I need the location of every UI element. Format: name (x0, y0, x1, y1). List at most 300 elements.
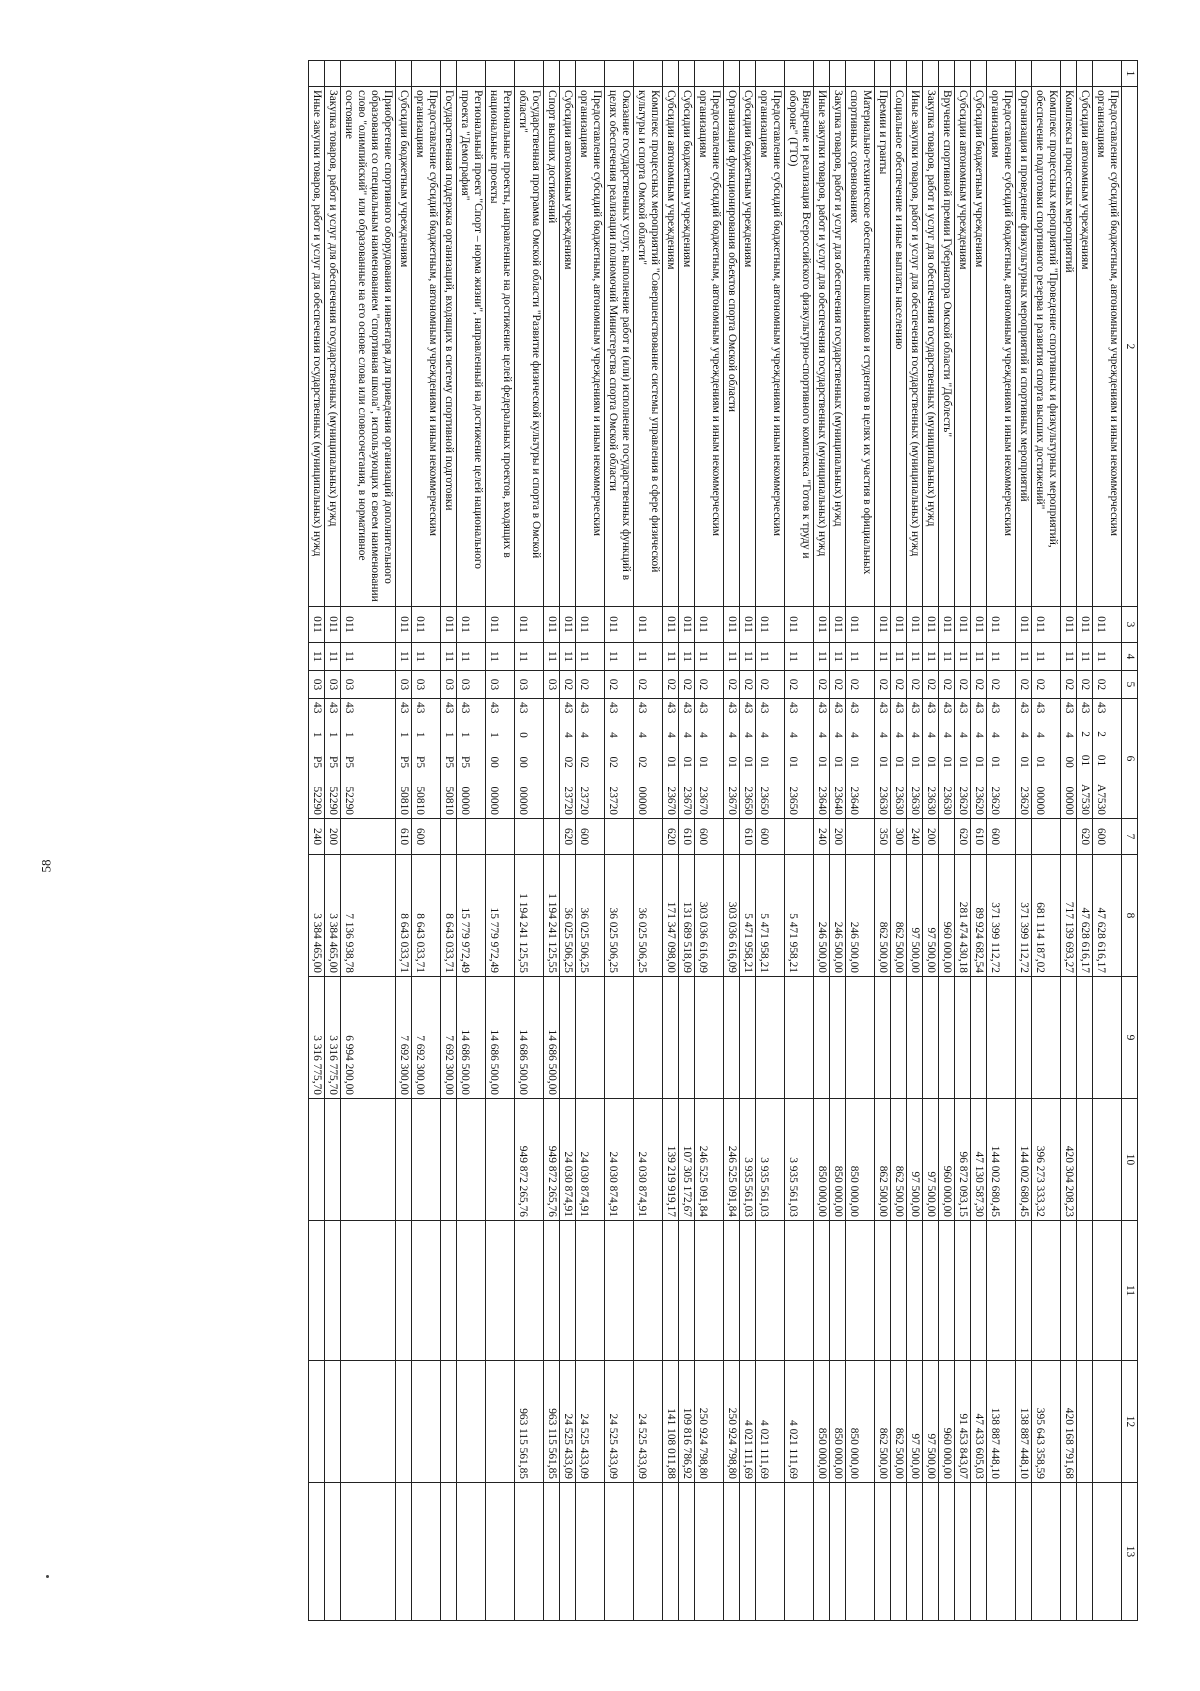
row-num-cell (987, 61, 1016, 87)
ministry-code: 011 (441, 607, 457, 643)
section-code: 11 (515, 643, 544, 671)
row-name: Предоставление субсидий бюджетным, автономным учреждениям и иным некоммерческим организациям (987, 87, 1016, 607)
target-article-cell (971, 699, 987, 819)
amount-col-8: 8 643 033,71 (396, 855, 412, 977)
row-name: Субсидии автономным учреждениям (560, 87, 576, 607)
event-code: 02 (562, 756, 574, 768)
expense-type-code (457, 819, 486, 855)
event-code: P5 (459, 756, 471, 769)
amount-col-9 (846, 977, 875, 1099)
row-num-cell (1016, 61, 1032, 87)
amount-col-11 (939, 1221, 955, 1361)
program-code: 43 (1095, 702, 1107, 714)
row-num-cell (341, 61, 396, 87)
amount-col-12: 850 000,00 (846, 1361, 875, 1483)
amount-col-12 (486, 1361, 515, 1483)
amount-col-13 (679, 1483, 695, 1621)
amount-col-9 (830, 977, 846, 1099)
amount-col-13 (1061, 1483, 1077, 1621)
subsection-code: 03 (396, 671, 412, 699)
row-num-cell (814, 61, 830, 87)
amount-col-13 (325, 1483, 341, 1621)
amount-col-11 (971, 1221, 987, 1361)
expense-type-code (341, 819, 396, 855)
row-name: Спорт высших достижений (544, 87, 560, 607)
target-article-cell (325, 699, 341, 819)
amount-col-12: 4 021 111,69 (756, 1361, 785, 1483)
ministry-code: 011 (1093, 607, 1122, 643)
section-code: 11 (1032, 643, 1061, 671)
amount-col-8: 8 643 033,71 (412, 855, 441, 977)
table-row (891, 61, 907, 1621)
row-name: Региональные проекты, направленные на достижение целей федеральных проектов, входящих в национальные проекты (486, 87, 515, 607)
row-name: Предоставление субсидий бюджетным, автономным учреждениям и иным некоммерческим организациям (1093, 87, 1122, 607)
amount-col-12: 4 021 111,69 (785, 1361, 814, 1483)
event-code: 01 (989, 756, 1001, 768)
subprogram-code: 4 (681, 732, 693, 738)
direction-code: 50810 (414, 786, 426, 815)
amount-col-10: 949 872 265,76 (544, 1099, 560, 1221)
column-header: 8 (1122, 855, 1138, 977)
amount-col-9: 14 686 500,00 (457, 977, 486, 1099)
direction-code: 52290 (327, 786, 339, 815)
amount-col-10: 97 500,00 (907, 1099, 923, 1221)
amount-col-10: 850 000,00 (814, 1099, 830, 1221)
amount-col-8: 36 025 506,25 (605, 855, 634, 977)
amount-col-8: 246 500,00 (846, 855, 875, 977)
amount-col-10: 97 500,00 (923, 1099, 939, 1221)
table-row (457, 61, 486, 1621)
subsection-code: 03 (325, 671, 341, 699)
direction-code: 00000 (488, 786, 500, 815)
amount-col-8: 862 500,00 (891, 855, 907, 977)
expense-type-code: 620 (560, 819, 576, 855)
row-num-cell (309, 61, 325, 87)
subsection-code: 02 (971, 671, 987, 699)
event-code: 01 (726, 756, 738, 768)
amount-col-10: 246 525 091,84 (724, 1099, 740, 1221)
program-code: 43 (414, 702, 426, 714)
amount-col-9 (955, 977, 971, 1099)
amount-col-9 (1032, 977, 1061, 1099)
subsection-code: 02 (560, 671, 576, 699)
amount-col-9 (679, 977, 695, 1099)
amount-col-11 (1061, 1221, 1077, 1361)
event-code: 01 (1018, 756, 1030, 768)
amount-col-11 (923, 1221, 939, 1361)
row-num-cell (785, 61, 814, 87)
target-article-cell (441, 699, 457, 819)
ministry-code: 011 (1032, 607, 1061, 643)
column-header: 11 (1122, 1221, 1138, 1361)
amount-col-9 (1077, 977, 1093, 1099)
direction-code: 23630 (941, 786, 953, 815)
target-article-cell (1077, 699, 1093, 819)
amount-col-8: 1 194 241 125,55 (544, 855, 560, 977)
amount-col-10: 24 030 874,91 (634, 1099, 663, 1221)
subprogram-code: 4 (607, 732, 619, 738)
ministry-code: 011 (341, 607, 396, 643)
ministry-code: 011 (923, 607, 939, 643)
amount-col-9 (987, 977, 1016, 1099)
event-code: 02 (636, 756, 648, 768)
row-name: Субсидии бюджетным учреждениям (971, 87, 987, 607)
amount-col-8: 47 628 616,17 (1077, 855, 1093, 977)
expense-type-code (634, 819, 663, 855)
amount-col-12 (309, 1361, 325, 1483)
amount-col-10 (1093, 1099, 1122, 1221)
row-num-cell (923, 61, 939, 87)
direction-code: 23640 (816, 786, 828, 815)
program-code: 43 (742, 702, 754, 714)
subsection-code: 03 (457, 671, 486, 699)
table-row (663, 61, 679, 1621)
amount-col-8: 131 689 518,09 (679, 855, 695, 977)
target-article-cell (457, 699, 486, 819)
ministry-code: 011 (679, 607, 695, 643)
program-code: 43 (925, 702, 937, 714)
amount-col-9: 3 316 775,70 (309, 977, 325, 1099)
program-code: 43 (941, 702, 953, 714)
subsection-code: 02 (724, 671, 740, 699)
amount-col-8: 246 500,00 (814, 855, 830, 977)
amount-col-12: 24 525 433,09 (634, 1361, 663, 1483)
direction-code: 52290 (311, 786, 323, 815)
subsection-code: 03 (412, 671, 441, 699)
amount-col-10: 420 304 208,23 (1061, 1099, 1077, 1221)
expense-type-code: 600 (412, 819, 441, 855)
amount-col-9 (634, 977, 663, 1099)
amount-col-9 (605, 977, 634, 1099)
amount-col-8: 281 474 430,18 (955, 855, 971, 977)
expense-type-code (441, 819, 457, 855)
subsection-code: 02 (663, 671, 679, 699)
subsection-code: 02 (1032, 671, 1061, 699)
section-code: 11 (846, 643, 875, 671)
amount-col-13 (830, 1483, 846, 1621)
target-article-cell (341, 699, 396, 819)
amount-col-12: 109 816 786,92 (679, 1361, 695, 1483)
subprogram-code: 1 (488, 732, 500, 738)
amount-col-8: 97 500,00 (907, 855, 923, 977)
amount-col-11 (724, 1221, 740, 1361)
table-body (309, 61, 1138, 1621)
amount-col-9: 14 686 500,00 (544, 977, 560, 1099)
section-code: 11 (457, 643, 486, 671)
row-name: Организация функционирования объектов спорта Омской области (724, 87, 740, 607)
amount-col-8: 171 347 098,00 (663, 855, 679, 977)
direction-code: 23650 (742, 786, 754, 815)
row-name: Субсидии автономным учреждениям (955, 87, 971, 607)
subsection-code: 02 (923, 671, 939, 699)
row-name: Приобретение спортивного оборудования и инвентаря для приведения организаций дополнительного образования со специальным наименованием "спортивная школа", использующих в своем наименовании слово "олимпийский" или образованные на его основе слова или словосочетания, в нормативное состояние (341, 87, 396, 607)
direction-code: 23720 (578, 786, 590, 815)
row-name: Субсидии бюджетным учреждениям (396, 87, 412, 607)
amount-col-8: 15 779 972,49 (486, 855, 515, 977)
event-code: 02 (607, 756, 619, 768)
direction-code: 23630 (893, 786, 905, 815)
amount-col-11 (740, 1221, 756, 1361)
amount-col-9 (1016, 977, 1032, 1099)
expense-type-code: 600 (1093, 819, 1122, 855)
direction-code: 50810 (398, 786, 410, 815)
amount-col-10 (457, 1099, 486, 1221)
table-row (955, 61, 971, 1621)
program-code: 43 (973, 702, 985, 714)
amount-col-11 (891, 1221, 907, 1361)
subsection-code: 02 (846, 671, 875, 699)
table-row (1032, 61, 1061, 1621)
table-row (846, 61, 875, 1621)
subprogram-code: 4 (758, 732, 770, 738)
subprogram-code: 1 (459, 731, 471, 738)
table-row (1016, 61, 1032, 1621)
row-name: Вручение спортивной премии Губернатора Омской области "Доблесть" (939, 87, 955, 607)
amount-col-11 (830, 1221, 846, 1361)
expense-type-code: 610 (396, 819, 412, 855)
event-code: 01 (681, 756, 693, 768)
subprogram-code: 2 (1079, 731, 1091, 737)
table-row (325, 61, 341, 1621)
event-code: 01 (1034, 756, 1046, 768)
row-name: Комплекс процессных мероприятий "Проведение спортивных и физкультурных мероприятий, обеспечение подготовки спортивного резерва и развития спорта высших достижений" (1032, 87, 1061, 607)
section-code: 11 (1077, 643, 1093, 671)
amount-col-11 (987, 1221, 1016, 1361)
table-row (987, 61, 1016, 1621)
amount-col-8: 36 025 506,25 (560, 855, 576, 977)
target-article-cell (679, 699, 695, 819)
row-name: Внедрение и реализация Всероссийского физкультурно-спортивного комплекса "Готов к труду и обороне" (ГТО) (785, 87, 814, 607)
section-code: 11 (1061, 643, 1077, 671)
subsection-code: 02 (907, 671, 923, 699)
amount-col-8: 5 471 958,21 (785, 855, 814, 977)
program-code: 43 (517, 702, 529, 714)
direction-code: 23630 (909, 786, 921, 815)
row-name: Организация и проведение физкультурных мероприятий и спортивных мероприятий (1016, 87, 1032, 607)
amount-col-10 (441, 1099, 457, 1221)
amount-col-12 (325, 1361, 341, 1483)
row-name: Региональный проект "Спорт – норма жизни", направленный на достижение целей национального проекта "Демография" (457, 87, 486, 607)
subsection-code: 03 (441, 671, 457, 699)
subprogram-code: 4 (578, 732, 590, 738)
expense-type-code: 610 (679, 819, 695, 855)
amount-col-10 (325, 1099, 341, 1221)
amount-col-8: 960 000,00 (939, 855, 955, 977)
program-code: 43 (327, 702, 339, 714)
row-name: Оказание государственных услуг, выполнение работ и (или) исполнение государственных функций в целях обеспечения реализации полномочий Министерства спорта Омской области (605, 87, 634, 607)
event-code: 01 (909, 756, 921, 768)
amount-col-10 (486, 1099, 515, 1221)
target-article-cell (560, 699, 576, 819)
expense-type-code (605, 819, 634, 855)
ministry-code: 011 (955, 607, 971, 643)
expense-type-code: 240 (309, 819, 325, 855)
row-name: Субсидии автономным учреждениям (1077, 87, 1093, 607)
section-code: 11 (544, 643, 560, 671)
amount-col-9 (740, 977, 756, 1099)
ministry-code: 011 (939, 607, 955, 643)
subsection-code: 02 (891, 671, 907, 699)
ministry-code: 011 (309, 607, 325, 643)
amount-col-13 (907, 1483, 923, 1621)
section-code: 11 (955, 643, 971, 671)
program-code: 43 (578, 702, 590, 714)
program-code: 43 (488, 702, 500, 714)
column-header: 10 (1122, 1099, 1138, 1221)
amount-col-11 (441, 1221, 457, 1361)
column-header: 1 (1122, 61, 1138, 87)
amount-col-13 (1016, 1483, 1032, 1621)
event-code: P5 (311, 756, 323, 769)
row-name: Иные закупки товаров, работ и услуг для обеспечения государственных (муниципальных) нужд (309, 87, 325, 607)
row-num-cell (544, 61, 560, 87)
amount-col-12: 862 500,00 (891, 1361, 907, 1483)
target-article-cell (875, 699, 891, 819)
event-code: 01 (848, 756, 860, 768)
amount-col-11 (679, 1221, 695, 1361)
expense-type-code (1061, 819, 1077, 855)
column-header: 3 (1122, 607, 1138, 643)
amount-col-13 (1032, 1483, 1061, 1621)
subprogram-code: 0 (517, 732, 529, 738)
target-article-cell (939, 699, 955, 819)
row-num-cell (1061, 61, 1077, 87)
row-name: Иные закупки товаров, работ и услуг для обеспечения государственных (муниципальных) нужд (907, 87, 923, 607)
amount-col-12: 138 887 448,10 (1016, 1361, 1032, 1483)
amount-col-12: 963 115 561,85 (515, 1361, 544, 1483)
table-row (695, 61, 724, 1621)
table-row (341, 61, 396, 1621)
expense-type-code: 610 (971, 819, 987, 855)
amount-col-8: 717 139 693,27 (1061, 855, 1077, 977)
amount-col-9 (695, 977, 724, 1099)
row-num-cell (846, 61, 875, 87)
row-num-cell (724, 61, 740, 87)
expense-type-code: 200 (923, 819, 939, 855)
table-row (515, 61, 544, 1621)
amount-col-13 (846, 1483, 875, 1621)
amount-col-13 (441, 1483, 457, 1621)
row-num-cell (663, 61, 679, 87)
subsection-code: 02 (695, 671, 724, 699)
amount-col-12: 47 433 605,03 (971, 1361, 987, 1483)
section-code: 11 (785, 643, 814, 671)
section-code: 11 (1016, 643, 1032, 671)
ministry-code: 011 (412, 607, 441, 643)
direction-code: 23650 (758, 786, 770, 815)
target-article-cell (987, 699, 1016, 819)
subsection-code: 02 (1061, 671, 1077, 699)
table-row (1077, 61, 1093, 1621)
subsection-code: 03 (515, 671, 544, 699)
section-code: 11 (679, 643, 695, 671)
ministry-code: 011 (396, 607, 412, 643)
amount-col-11 (576, 1221, 605, 1361)
amount-col-9 (560, 977, 576, 1099)
program-code: 43 (787, 702, 799, 714)
direction-code: 23650 (787, 786, 799, 815)
program-code: 43 (343, 702, 355, 714)
row-num-cell (560, 61, 576, 87)
amount-col-12 (396, 1361, 412, 1483)
section-code: 11 (907, 643, 923, 671)
amount-col-12 (457, 1361, 486, 1483)
ministry-code: 011 (756, 607, 785, 643)
event-code: 01 (742, 756, 754, 768)
subsection-code: 02 (785, 671, 814, 699)
table-row (971, 61, 987, 1621)
amount-col-9 (971, 977, 987, 1099)
subsection-code: 02 (955, 671, 971, 699)
amount-col-11 (560, 1221, 576, 1361)
target-article-cell (814, 699, 830, 819)
ministry-code: 011 (875, 607, 891, 643)
ministry-code: 011 (891, 607, 907, 643)
row-name: Закупка товаров, работ и услуг для обеспечения государственных (муниципальных) нужд (830, 87, 846, 607)
column-header: 2 (1122, 87, 1138, 607)
section-code: 11 (441, 643, 457, 671)
expense-type-code: 200 (325, 819, 341, 855)
amount-col-11 (1077, 1221, 1093, 1361)
amount-col-13 (544, 1483, 560, 1621)
target-article-cell (955, 699, 971, 819)
expense-type-code: 620 (1077, 819, 1093, 855)
program-code: 43 (877, 702, 889, 714)
ministry-code: 011 (907, 607, 923, 643)
target-article-cell (1032, 699, 1061, 819)
subprogram-code: 4 (816, 732, 828, 738)
amount-col-13 (756, 1483, 785, 1621)
table-row (923, 61, 939, 1621)
amount-col-12: 141 108 011,88 (663, 1361, 679, 1483)
amount-col-9 (814, 977, 830, 1099)
column-header: 9 (1122, 977, 1138, 1099)
row-name: Комплексы процессных мероприятий (1061, 87, 1077, 607)
amount-col-13 (341, 1483, 396, 1621)
event-code: 01 (832, 756, 844, 768)
ministry-code: 011 (785, 607, 814, 643)
row-num-cell (396, 61, 412, 87)
target-article-cell (605, 699, 634, 819)
amount-col-12: 850 000,00 (830, 1361, 846, 1483)
section-code: 11 (971, 643, 987, 671)
target-article-cell (923, 699, 939, 819)
direction-code: 23670 (697, 786, 709, 815)
section-code: 11 (987, 643, 1016, 671)
row-name: Премии и гранты (875, 87, 891, 607)
subprogram-code: 4 (989, 732, 1001, 738)
subprogram-code: 4 (665, 732, 677, 738)
amount-col-13 (515, 1483, 544, 1621)
direction-code: 00000 (1034, 786, 1046, 815)
expense-type-code (939, 819, 955, 855)
amount-col-13 (785, 1483, 814, 1621)
amount-col-10: 3 935 561,03 (740, 1099, 756, 1221)
table-row (814, 61, 830, 1621)
amount-col-8: 15 779 972,49 (457, 855, 486, 977)
amount-col-11 (309, 1221, 325, 1361)
amount-col-12: 395 643 358,59 (1032, 1361, 1061, 1483)
table-row (486, 61, 515, 1621)
amount-col-12: 24 525 433,09 (576, 1361, 605, 1483)
program-code: 43 (893, 702, 905, 714)
amount-col-11 (814, 1221, 830, 1361)
subprogram-code: 4 (925, 732, 937, 738)
subsection-code: 02 (740, 671, 756, 699)
amount-col-13 (987, 1483, 1016, 1621)
amount-col-9: 7 692 300,00 (412, 977, 441, 1099)
event-code: 00 (517, 756, 529, 768)
